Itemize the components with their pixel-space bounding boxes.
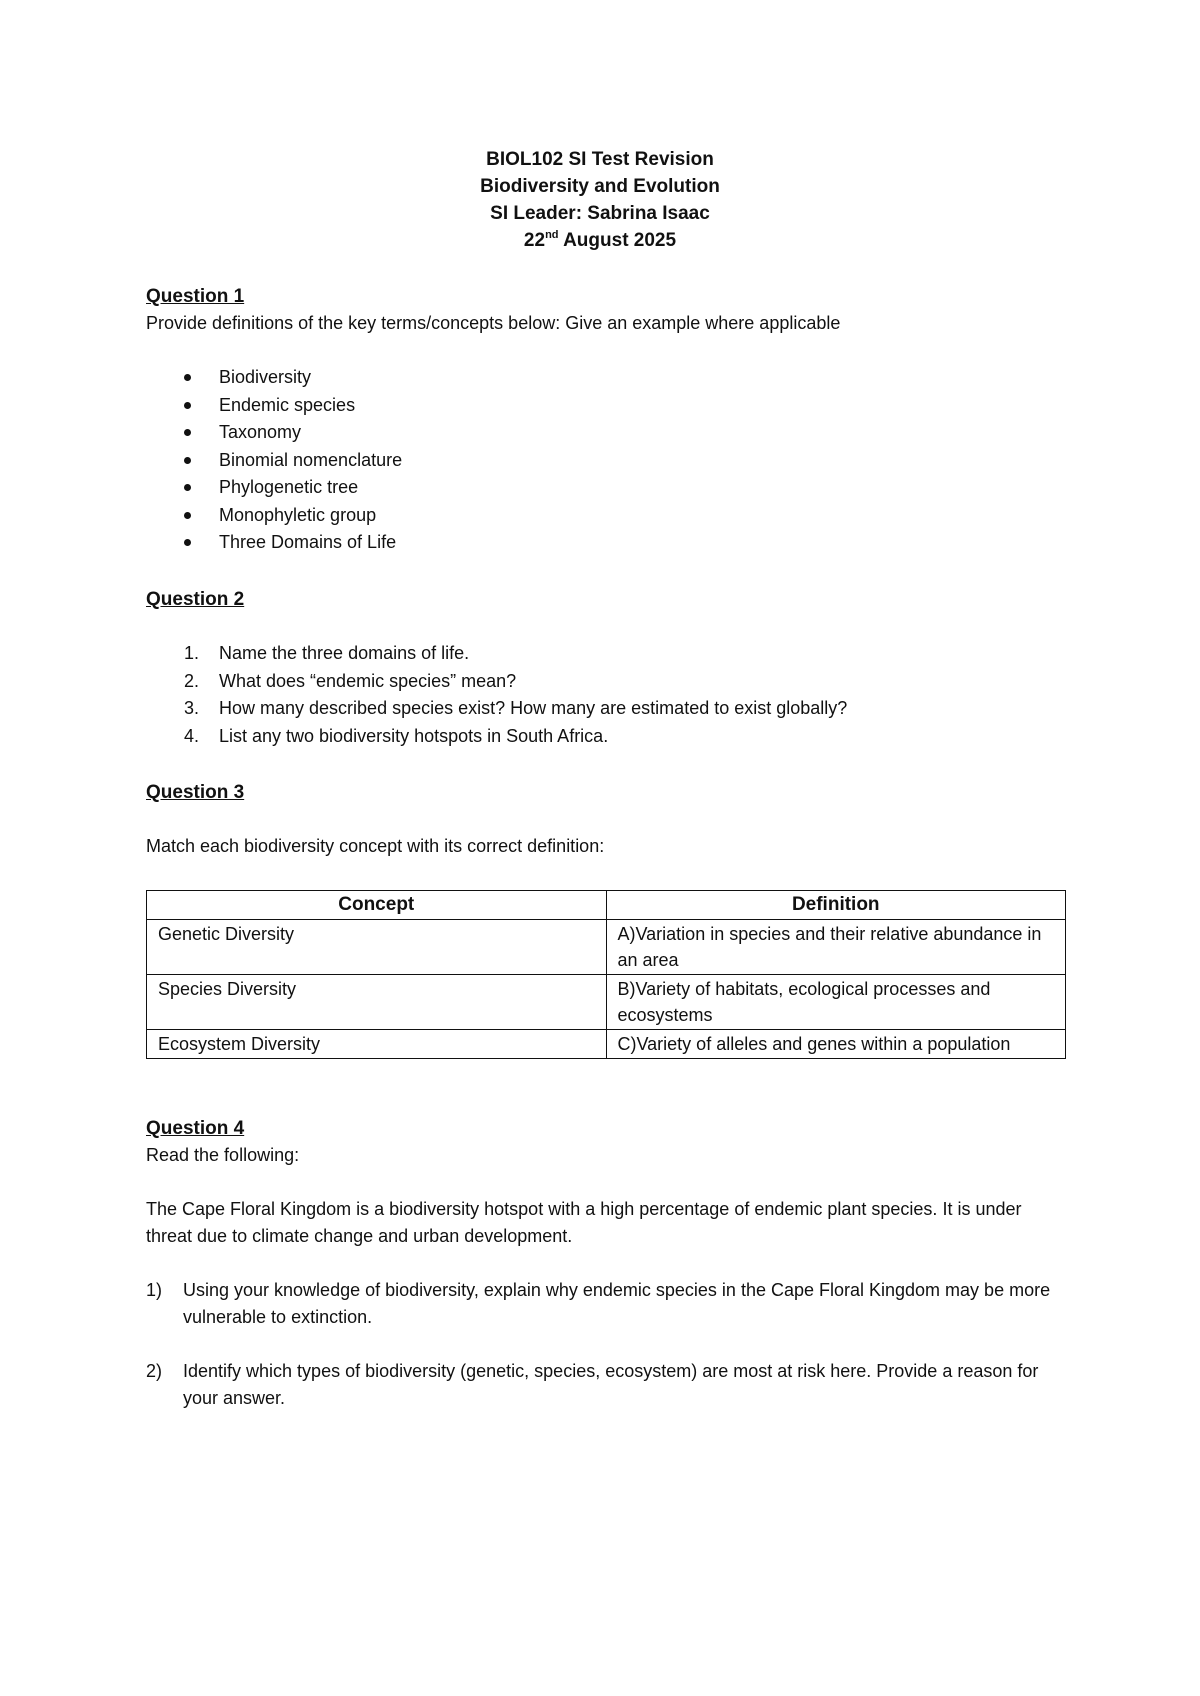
item-text: Name the three domains of life.	[219, 643, 470, 663]
concept-cell: Ecosystem Diversity	[147, 1030, 607, 1059]
question-1-title: Question 1	[146, 286, 245, 307]
topic-title: Biodiversity and Evolution	[480, 176, 720, 197]
si-leader: SI Leader: Sabrina Isaac	[490, 203, 710, 224]
item-text: Identify which types of biodiversity (genetic, species, ecosystem) are most at risk here. Provide a reason for your answer.	[183, 1361, 1039, 1408]
list-item: Monophyletic group	[146, 502, 1066, 530]
question-4-list	[146, 1277, 1066, 1412]
matching-table	[146, 890, 1066, 1059]
list-item: Endemic species	[146, 392, 1066, 420]
column-header-definition: Definition	[606, 891, 1066, 920]
date-day: 22	[523, 230, 546, 251]
list-item: Taxonomy	[146, 419, 1066, 447]
question-3	[146, 779, 1066, 860]
list-item: Binomial nomenclature	[146, 447, 1066, 475]
item-number: 1.	[184, 643, 200, 663]
table-row	[147, 1030, 1066, 1059]
item-number: 2)	[146, 1361, 163, 1381]
question-2-list	[146, 640, 1066, 750]
item-text: What does “endemic species” mean?	[219, 670, 517, 691]
document-date	[0, 227, 1200, 254]
question-4-title: Question 4	[146, 1118, 245, 1139]
matching-table-wrap	[146, 890, 1066, 1059]
definition-cell: C)Variety of alleles and genes within a population	[606, 1030, 1066, 1059]
course-title: BIOL102 SI Test Revision	[486, 149, 714, 170]
list-item: Biodiversity	[146, 364, 1066, 392]
item-text: List any two biodiversity hotspots in South Africa.	[219, 725, 609, 746]
column-header-concept: Concept	[147, 891, 607, 920]
question-1	[146, 283, 1066, 557]
question-4	[146, 1115, 1066, 1439]
item-number: 4.	[184, 725, 200, 746]
list-item	[146, 695, 1066, 723]
question-4-passage: The Cape Floral Kingdom is a biodiversity hotspot with a high percentage of endemic plant species. It is under threat due to climate change and urban development.	[146, 1199, 1022, 1246]
date-suffix: nd	[545, 229, 559, 241]
list-item: Three Domains of Life	[146, 529, 1066, 557]
question-1-prompt: Provide definitions of the key terms/concepts below: Give an example where applicable	[146, 313, 841, 333]
list-item	[146, 1358, 1066, 1412]
list-item	[146, 668, 1066, 696]
table-row	[147, 920, 1066, 975]
list-item: Phylogenetic tree	[146, 474, 1066, 502]
question-2-title: Question 2	[146, 589, 245, 610]
question-3-prompt: Match each biodiversity concept with its correct definition:	[146, 836, 605, 856]
concept-cell: Species Diversity	[147, 975, 607, 1030]
item-number: 3.	[184, 698, 200, 718]
document-header	[0, 146, 1200, 254]
list-item	[146, 1277, 1066, 1331]
table-row	[147, 975, 1066, 1030]
definition-cell: B)Variety of habitats, ecological processes and ecosystems	[606, 975, 1066, 1030]
date-rest: August 2025	[558, 230, 677, 251]
question-3-title: Question 3	[146, 782, 245, 803]
item-text: Using your knowledge of biodiversity, explain why endemic species in the Cape Floral Kingdom may be more vulnerable to extinction.	[183, 1280, 1051, 1327]
key-terms-list	[146, 364, 1066, 557]
question-2	[146, 586, 1066, 750]
list-item	[146, 723, 1066, 751]
item-text: How many described species exist? How many are estimated to exist globally?	[219, 698, 848, 718]
list-item	[146, 640, 1066, 668]
question-4-intro: Read the following:	[146, 1145, 300, 1165]
item-number: 2.	[184, 670, 200, 691]
definition-cell: A)Variation in species and their relative abundance in an area	[606, 920, 1066, 975]
table-header-row	[147, 891, 1066, 920]
concept-cell: Genetic Diversity	[147, 920, 607, 975]
item-number: 1)	[146, 1280, 163, 1300]
